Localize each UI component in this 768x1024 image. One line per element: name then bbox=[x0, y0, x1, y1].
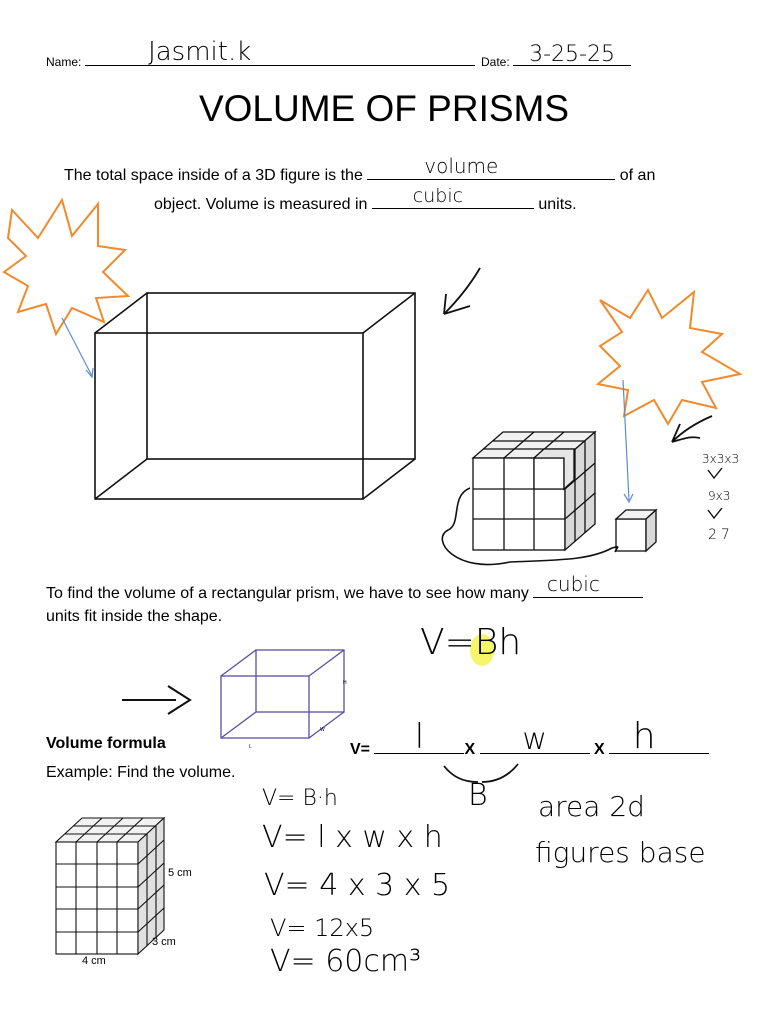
example-text: Example: Find the volume. bbox=[46, 764, 236, 781]
volume-formula-row bbox=[350, 716, 709, 759]
brace-label: B bbox=[468, 778, 488, 813]
vf-answer-w: w bbox=[522, 722, 547, 757]
formula-b: B bbox=[474, 622, 499, 663]
work-line-4: V= 12x5 bbox=[270, 914, 375, 942]
intro-answer-1: volume bbox=[424, 154, 499, 178]
vf-x: X bbox=[594, 741, 605, 758]
vf-blank-l[interactable] bbox=[374, 717, 464, 757]
side-note-1: area 2d bbox=[538, 790, 645, 823]
example-dim-height: 5 cm bbox=[168, 867, 192, 879]
prism-label-l: L bbox=[249, 744, 252, 750]
hand-arrow-right-icon bbox=[122, 686, 190, 714]
arrow-blue-left-icon bbox=[62, 318, 92, 376]
vf-answer-h: h bbox=[632, 716, 656, 757]
example-prism-icon bbox=[56, 818, 164, 954]
date-value: 3-25-25 bbox=[529, 42, 615, 67]
page-title: VOLUME OF PRISMS bbox=[198, 88, 570, 129]
find-answer: cubic bbox=[546, 572, 600, 596]
vf-blank-w[interactable] bbox=[480, 722, 590, 757]
work-line-2: V= l x w x h bbox=[262, 820, 443, 855]
starburst-right-icon bbox=[598, 290, 740, 424]
date-label: Date: bbox=[481, 55, 510, 69]
name-value: Jasmit.k bbox=[148, 37, 252, 67]
hand-arrow-icon bbox=[444, 268, 480, 314]
name-label: Name: bbox=[46, 55, 82, 69]
side-note-2: figures base bbox=[535, 836, 706, 869]
work-line-5: V= 60cm³ bbox=[270, 944, 422, 979]
example-dim-depth: 3 cm bbox=[152, 936, 176, 948]
prism-label-w: W bbox=[320, 727, 325, 733]
formula-v: V= bbox=[420, 622, 475, 663]
intro-text: The total space inside of a 3D figure is the bbox=[64, 167, 363, 184]
work-line-1: V= B·h bbox=[262, 786, 338, 811]
cube-note-2: 9x3 bbox=[708, 489, 731, 503]
vf-x: X bbox=[464, 741, 476, 758]
find-text: To find the volume of a rectangular prism, we have to see how many bbox=[46, 585, 529, 602]
small-prism-icon bbox=[221, 650, 344, 738]
starburst-left-icon bbox=[4, 200, 128, 334]
formula-h: h bbox=[498, 622, 522, 663]
find-line-2: units fit inside the shape. bbox=[46, 608, 223, 625]
formula-note bbox=[420, 622, 521, 663]
vf-blank-h[interactable] bbox=[609, 716, 709, 757]
intro-answer-2: cubic bbox=[412, 185, 464, 207]
vf-answer-l: l bbox=[414, 717, 425, 757]
hand-arrow-small-icon bbox=[672, 416, 712, 442]
volume-formula-label: Volume formula bbox=[46, 735, 166, 752]
example-dim-length: 4 cm bbox=[82, 955, 106, 967]
vf-v-eq: V= bbox=[350, 741, 371, 758]
intro-text: of an bbox=[619, 167, 656, 184]
find-blank[interactable] bbox=[533, 572, 643, 598]
cube-note-3: 27 bbox=[708, 527, 734, 543]
checkmark-icon bbox=[708, 468, 722, 478]
prism-label-h: H bbox=[343, 680, 347, 686]
checkmark-icon bbox=[708, 508, 722, 518]
cube-note-1: 3x3x3 bbox=[702, 452, 740, 466]
find-line-1 bbox=[46, 572, 643, 603]
intro-text: object. Volume is measured in bbox=[154, 196, 368, 213]
big-prism-icon bbox=[95, 293, 415, 499]
intro-text: units. bbox=[538, 196, 577, 213]
work-line-3: V= 4 x 3 x 5 bbox=[264, 868, 451, 903]
